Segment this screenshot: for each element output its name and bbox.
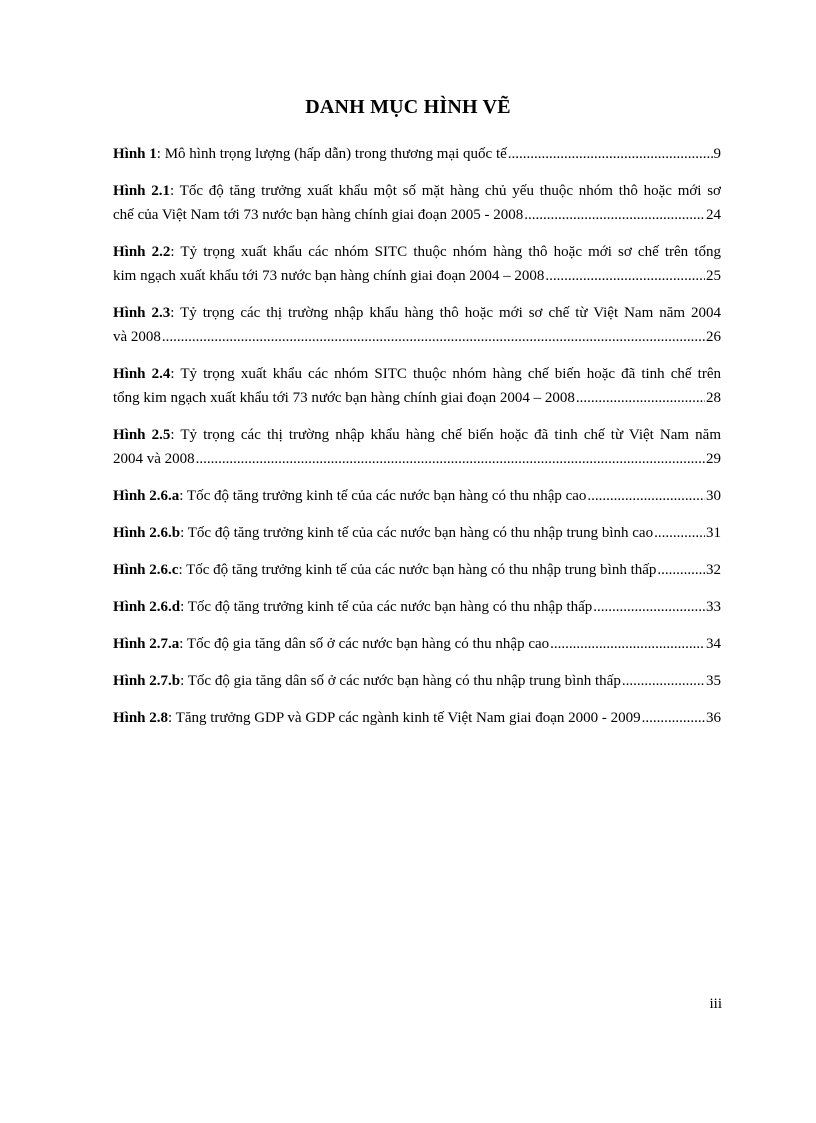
page-number: iii (709, 996, 722, 1012)
figure-entry (113, 362, 721, 410)
dot-leader (642, 706, 705, 730)
entry-line-1 (113, 669, 721, 693)
figure-caption: : Tốc độ tăng trưởng kinh tế của các nước bạn hàng có thu nhập cao (179, 488, 587, 504)
dot-leader (587, 484, 705, 508)
entry-line-2 (113, 203, 721, 227)
figure-page-number: 32 (706, 562, 721, 578)
figure-label: Hình 2.4 (113, 366, 171, 382)
figure-entry (113, 521, 721, 545)
dot-leader (654, 521, 705, 545)
figure-page-number: 24 (706, 207, 721, 223)
entry-line-1 (113, 240, 721, 264)
figure-label: Hình 2.6.d (113, 599, 181, 615)
dot-leader (593, 595, 705, 619)
figure-label: Hình 2.5 (113, 427, 171, 443)
figure-page-number: 31 (706, 525, 721, 541)
figure-caption-continued: chế của Việt Nam tới 73 nước bạn hàng chính giai đoạn 2005 - 2008 (113, 207, 524, 223)
figure-caption: : Mô hình trọng lượng (hấp dẫn) trong thương mại quốc tế (156, 146, 507, 162)
figure-page-number: 9 (713, 146, 721, 162)
figure-entry (113, 142, 721, 166)
dot-leader (162, 325, 705, 349)
entry-line-2 (113, 264, 721, 288)
entry-line-2 (113, 325, 721, 349)
figure-caption-continued: tổng kim ngạch xuất khẩu tới 73 nước bạn hàng chính giai đoạn 2004 – 2008 (113, 390, 575, 406)
figure-caption-continued: 2004 và 2008 (113, 451, 195, 467)
figure-entry (113, 301, 721, 349)
figure-entry (113, 484, 721, 508)
figure-caption: : Tốc độ tăng trưởng kinh tế của các nước bạn hàng có thu nhập trung bình thấp (178, 562, 657, 578)
figure-page-number: 34 (706, 636, 721, 652)
figure-caption: : Tốc độ tăng trưởng kinh tế của các nước bạn hàng có thu nhập thấp (180, 599, 593, 615)
entry-line-1 (113, 362, 721, 386)
figure-entry (113, 669, 721, 693)
dot-leader (524, 203, 705, 227)
dot-leader (196, 447, 705, 471)
entry-line-2 (113, 447, 721, 471)
figure-label: Hình 2.1 (113, 183, 171, 199)
figure-label: Hình 2.7.a (113, 636, 180, 652)
figure-label: Hình 2.6.b (113, 525, 181, 541)
entry-line-1 (113, 558, 721, 582)
figure-caption: : Tăng trưởng GDP và GDP các ngành kinh tế Việt Nam giai đoạn 2000 - 2009 (168, 710, 641, 726)
dot-leader (657, 558, 705, 582)
figure-entry (113, 595, 721, 619)
figure-label: Hình 1 (113, 146, 157, 162)
figure-caption: : Tốc độ gia tăng dân số ở các nước bạn hàng có thu nhập cao (179, 636, 550, 652)
entry-line-1 (113, 179, 721, 203)
figure-entry (113, 179, 721, 227)
dot-leader (545, 264, 705, 288)
figure-entry (113, 706, 721, 730)
figure-caption: : Tốc độ tăng trưởng xuất khẩu một số mặt hàng chủ yếu thuộc nhóm thô hoặc mới sơ (170, 183, 721, 199)
entry-line-1 (113, 632, 721, 656)
entry-line-1 (113, 521, 721, 545)
entry-line-1 (113, 142, 721, 166)
entry-line-1 (113, 423, 721, 447)
figure-label: Hình 2.7.b (113, 673, 181, 689)
dot-leader (576, 386, 705, 410)
figure-label: Hình 2.6.c (113, 562, 179, 578)
figure-caption-continued: và 2008 (113, 329, 161, 345)
figure-label: Hình 2.8 (113, 710, 169, 726)
figure-page-number: 35 (706, 673, 721, 689)
figure-caption: : Tỷ trọng các thị trường nhập khẩu hàng chế biến hoặc đã tinh chế từ Việt Nam năm (170, 427, 721, 443)
figure-entry (113, 423, 721, 471)
figure-list (113, 142, 721, 743)
entry-line-2 (113, 386, 721, 410)
entry-line-1 (113, 706, 721, 730)
figure-caption: : Tỷ trọng xuất khẩu các nhóm SITC thuộc nhóm hàng chế biến hoặc đã tinh chế trên (170, 366, 721, 382)
figure-entry (113, 240, 721, 288)
figure-page-number: 28 (706, 390, 721, 406)
page-title: DANH MỤC HÌNH VẼ (305, 96, 511, 118)
figure-label: Hình 2.3 (113, 305, 171, 321)
figure-entry (113, 632, 721, 656)
dot-leader (622, 669, 705, 693)
figure-label: Hình 2.2 (113, 244, 171, 260)
entry-line-1 (113, 484, 721, 508)
figure-caption: : Tỷ trọng xuất khẩu các nhóm SITC thuộc nhóm hàng thô hoặc mới sơ chế trên tổng (170, 244, 721, 260)
figure-label: Hình 2.6.a (113, 488, 180, 504)
figure-page-number: 25 (706, 268, 721, 284)
entry-line-1 (113, 301, 721, 325)
figure-page-number: 29 (706, 451, 721, 467)
entry-line-1 (113, 595, 721, 619)
dot-leader (550, 632, 705, 656)
figure-caption-continued: kim ngạch xuất khẩu tới 73 nước bạn hàng chính giai đoạn 2004 – 2008 (113, 268, 545, 284)
figure-page-number: 26 (706, 329, 721, 345)
figure-page-number: 30 (706, 488, 721, 504)
figure-caption: : Tỷ trọng các thị trường nhập khẩu hàng thô hoặc mới sơ chế từ Việt Nam năm 2004 (170, 305, 721, 321)
figure-caption: : Tốc độ tăng trưởng kinh tế của các nước bạn hàng có thu nhập trung bình cao (180, 525, 654, 541)
figure-caption: : Tốc độ gia tăng dân số ở các nước bạn hàng có thu nhập trung bình thấp (180, 673, 621, 689)
dot-leader (508, 142, 713, 166)
figure-page-number: 33 (706, 599, 721, 615)
figure-page-number: 36 (706, 710, 721, 726)
figure-entry (113, 558, 721, 582)
